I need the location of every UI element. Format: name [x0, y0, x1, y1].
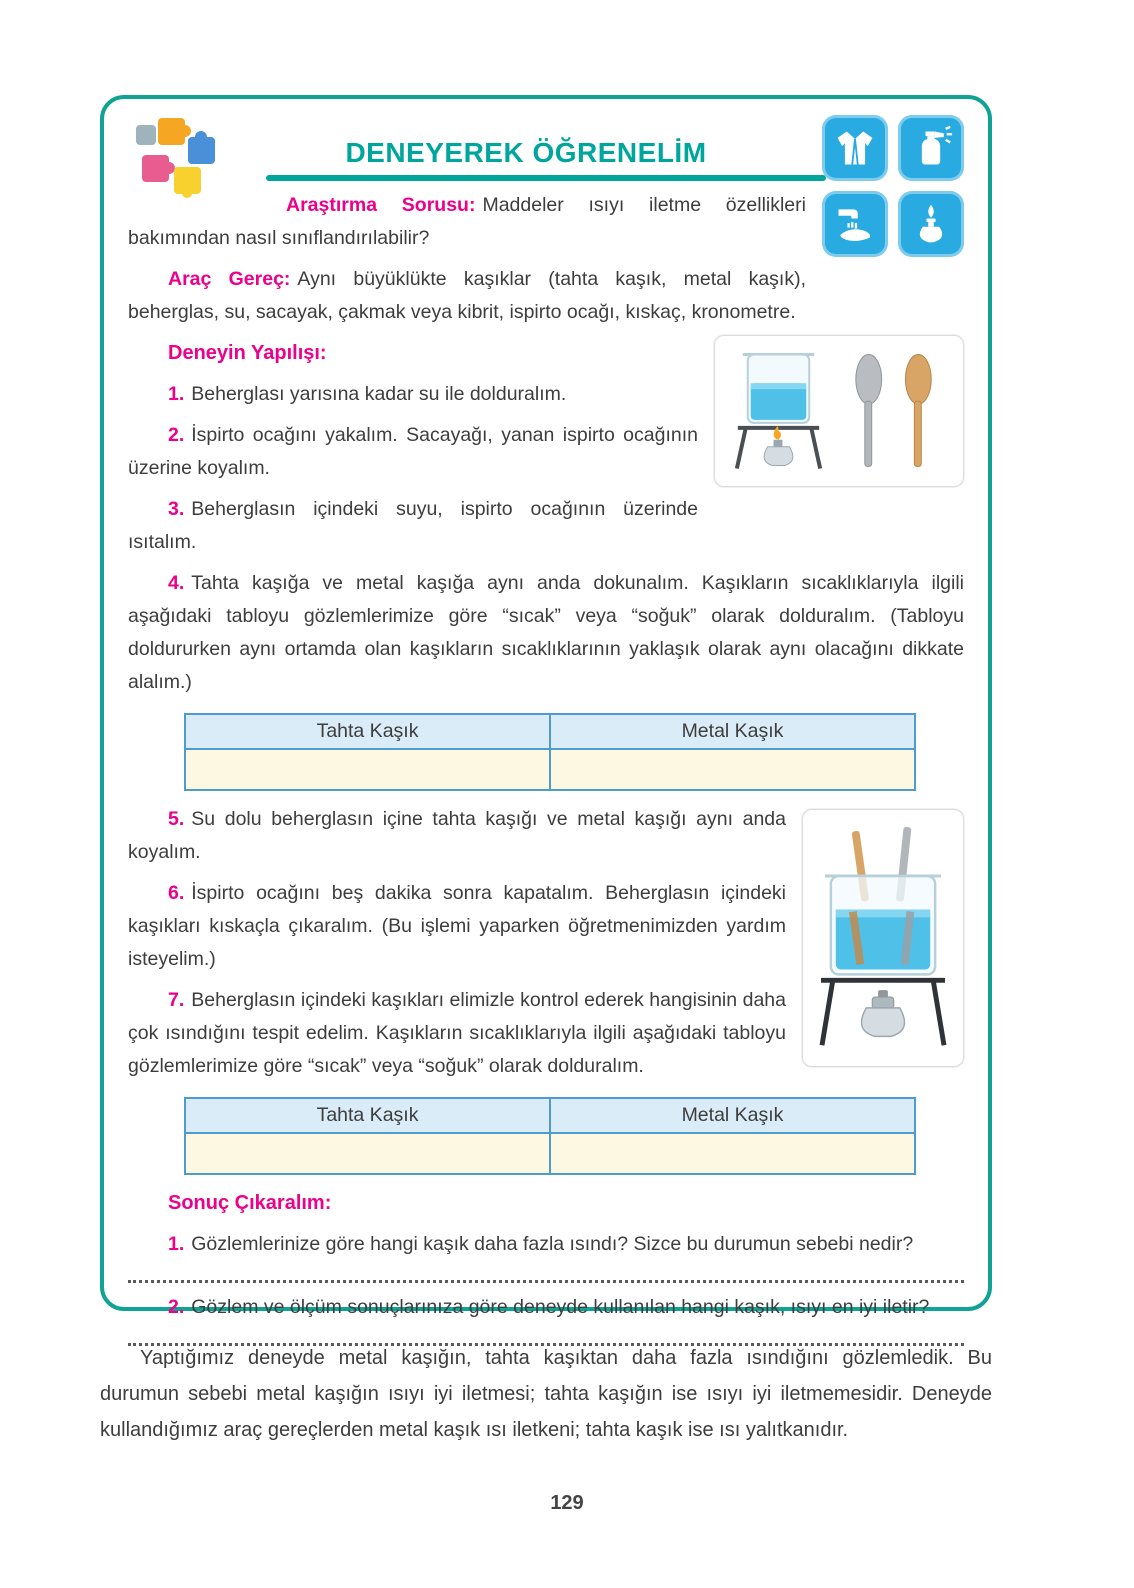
table-header-tahta-kasik: Tahta Kaşık — [185, 714, 550, 749]
table-row — [185, 749, 915, 790]
research-question-text: Maddeler ısıyı iletme özellikleri bakımından nasıl sınıflandırılabilir? — [128, 194, 806, 249]
page-title: DENEYEREK ÖĞRENELİM — [345, 137, 707, 168]
conclusion-question-1 — [128, 1228, 964, 1261]
table-header-row — [185, 714, 915, 749]
step-text: Beherglası yarısına kadar su ile dolduralım. — [191, 383, 567, 405]
puzzle-pieces-icon — [128, 113, 238, 201]
question-text: Gözlem ve ölçüm sonuçlarınıza göre deneyde kullanılan hangi kaşık, ısıyı en iyi iletir? — [191, 1296, 930, 1318]
page-number: 129 — [550, 1492, 584, 1514]
table-cell-empty — [185, 749, 550, 790]
question-text: Gözlemlerinize göre hangi kaşık daha fazla ısındı? Sizce bu durumun sebebi nedir? — [191, 1233, 914, 1255]
procedure-heading: Deneyin Yapılışı: — [168, 342, 327, 364]
answer-line-1 — [128, 1265, 964, 1283]
spray-bottle-icon — [898, 115, 964, 181]
observation-table-1 — [184, 713, 916, 791]
step-number: 5. — [168, 808, 185, 830]
table-row — [185, 1133, 915, 1174]
step-number: 6. — [168, 882, 185, 904]
step-number: 7. — [168, 989, 185, 1011]
procedure-step-4 — [128, 567, 964, 699]
spirit-burner-icon — [898, 191, 964, 257]
materials — [128, 263, 964, 329]
title-underline — [266, 175, 826, 181]
step-text: İspirto ocağını yakalım. Sacayağı, yanan ispirto ocağının üzerine koyalım. — [128, 424, 698, 479]
table-header-tahta-kasik: Tahta Kaşık — [185, 1098, 550, 1133]
table-header-metal-kasik: Metal Kaşık — [550, 1098, 915, 1133]
step-text: Tahta kaşığa ve metal kaşığa aynı anda dokunalım. Kaşıkların sıcaklıklarıyla ilgili aşağıdaki tabloyu gözlemlerimize göre “sıcak” veya “soğuk” olarak dolduralım. (Tabloyu doldururken aynı ortamda olan kaşıkların sıcaklıklarının yaklaşık olarak aynı olacağını dikkate alalım.) — [128, 572, 964, 693]
figure-beaker-and-spoons — [714, 335, 964, 487]
step-number: 4. — [168, 572, 185, 594]
safety-icons-panel — [822, 115, 964, 257]
step-number: 1. — [168, 383, 185, 405]
table-cell-empty — [550, 749, 915, 790]
materials-text: Aynı büyüklükte kaşıklar (tahta kaşık, metal kaşık), beherglas, su, sacayak, çakmak veya kibrit, ispirto ocağı, kıskaç, kronometre. — [128, 268, 806, 323]
table-cell-empty — [550, 1133, 915, 1174]
conclusion-question-2 — [128, 1291, 964, 1324]
step-text: İspirto ocağını beş dakika sonra kapatalım. Beherglasın içindeki kaşıkları kıskaçla çıkaralım. (Bu işlemi yaparken öğretmenimizden yardım isteyelim.) — [128, 882, 786, 970]
lab-coat-icon — [822, 115, 888, 181]
procedure-step-3 — [128, 493, 964, 559]
question-number: 2. — [168, 1296, 185, 1318]
step-text: Su dolu beherglasın içine tahta kaşığı ve metal kaşığı aynı anda koyalım. — [128, 808, 786, 863]
step-number: 2. — [168, 424, 185, 446]
experiment-box — [100, 95, 992, 1318]
table-header-row — [185, 1098, 915, 1133]
table-header-metal-kasik: Metal Kaşık — [550, 714, 915, 749]
figure-spoons-in-beaker — [802, 809, 964, 1067]
table-cell-empty — [185, 1133, 550, 1174]
step-text: Beherglasın içindeki kaşıkları elimizle kontrol ederek hangisinin daha çok ısındığını tespit edelim. Kaşıkların sıcaklıklarıyla ilgili aşağıdaki tabloyu gözlemlerimize göre “sıcak” veya “soğuk” olarak dolduralım. — [128, 989, 786, 1077]
conclusion-heading: Sonuç Çıkaralım: — [168, 1192, 332, 1214]
hand-wash-icon — [822, 191, 888, 257]
materials-label: Araç Gereç: — [168, 268, 291, 290]
observation-table-2 — [184, 1097, 916, 1175]
research-question-label: Araştırma Sorusu: — [286, 194, 476, 216]
question-number: 1. — [168, 1233, 185, 1255]
step-number: 3. — [168, 498, 185, 520]
step-text: Beherglasın içindeki suyu, ispirto ocağının üzerinde ısıtalım. — [128, 498, 698, 553]
summary-paragraph: Yaptığımız deneyde metal kaşığın, tahta kaşıktan daha fazla ısındığını gözlemledik. Bu durumun sebebi metal kaşığın ısıyı iyi iletmesi; tahta kaşığın ise ısıyı iyi iletmemesidir. Deneyde kullandığımız araç gereçlerden metal kaşık ısı iletkeni; tahta kaşık ise ısı yalıtkanıdır. — [100, 1347, 992, 1441]
